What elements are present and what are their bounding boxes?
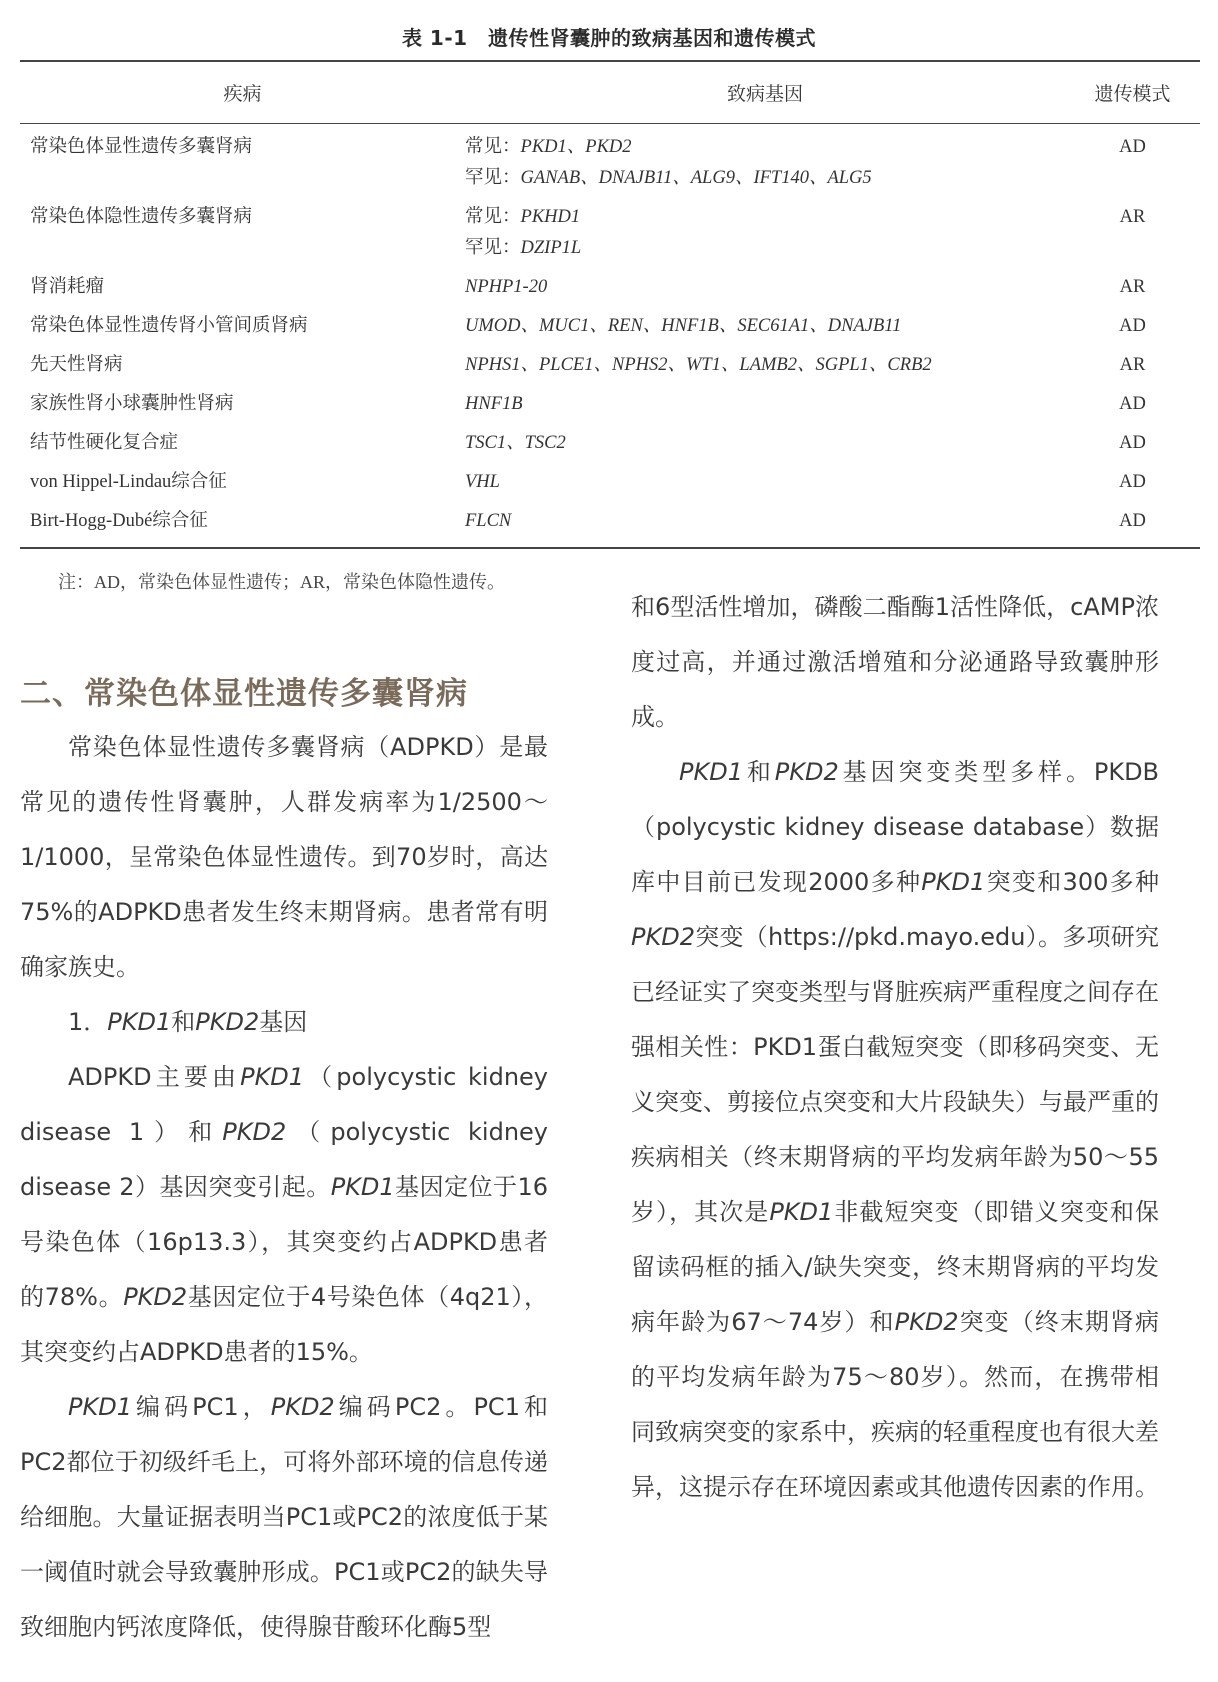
- paragraph-genes: [20, 1050, 548, 1380]
- sub-and: 和: [171, 1008, 196, 1036]
- text: （polycystic kidney disease 1）和: [20, 1063, 549, 1146]
- genes-line: [465, 389, 1065, 420]
- cell-disease: von Hippel-Lindau综合征: [30, 471, 227, 492]
- text: 基因突变类型多样。PKDB（polycystic kidney disease database）数据库中目前已发现2000多种: [631, 758, 1160, 896]
- cell-mode: AD: [1119, 315, 1146, 336]
- genes-line: [465, 163, 1065, 194]
- genes-line: [465, 132, 1065, 163]
- header-disease: 疾病: [223, 83, 262, 105]
- table-header-row: [20, 61, 1200, 123]
- genes-line: [465, 311, 1065, 342]
- table-row: [20, 463, 1200, 502]
- genes-prefix: 常见：: [465, 136, 521, 157]
- cell-mode: AR: [1119, 354, 1146, 375]
- gene: PKD2: [270, 1393, 335, 1421]
- genes-line: [465, 467, 1065, 498]
- genes-line: [465, 428, 1065, 459]
- table-row: [20, 346, 1200, 385]
- genes-line: [465, 350, 1065, 381]
- header-mode: 遗传模式: [1094, 83, 1171, 105]
- genes-list: PKHD1: [520, 206, 581, 227]
- cell-genes: [465, 307, 1065, 346]
- cell-mode: AD: [1119, 432, 1146, 453]
- genes-list: GANAB、DNAJB11、ALG9、IFT140、ALG5: [520, 167, 872, 188]
- table-row: [20, 307, 1200, 346]
- right-column: [631, 580, 1159, 1515]
- genes-line: [465, 233, 1065, 264]
- gene-pkd2: PKD2: [195, 1008, 260, 1036]
- genes-prefix: 罕见：: [465, 237, 521, 258]
- genes-line: [465, 272, 1065, 303]
- cell-disease: 家族性肾小球囊肿性肾病: [30, 393, 234, 414]
- genes-prefix: 常见：: [465, 206, 521, 227]
- table-row: [20, 424, 1200, 463]
- text: 编码PC1，: [131, 1393, 271, 1421]
- text: 编码PC2。PC1和PC2都位于初级纤毛上，可将外部环境的信息传递给细胞。大量证据表明当PC1或PC2的浓度低于某一阈值时就会导致囊肿形成。PC1或PC2的缺失导致细胞内钙浓度降低，使得腺苷酸环化酶5型: [20, 1393, 549, 1641]
- table-row: [20, 123, 1200, 198]
- genes-list: FLCN: [465, 510, 512, 531]
- text: ADPKD主要由: [68, 1063, 241, 1091]
- cell-disease: 常染色体隐性遗传多囊肾病: [30, 206, 253, 227]
- gene: PKD1: [330, 1173, 395, 1201]
- text: 基因定位于16号染色体（16p13.3），其突变约占ADPKD患者的78%。: [20, 1173, 548, 1311]
- gene-table: [20, 60, 1200, 549]
- cell-genes: [465, 424, 1065, 463]
- cell-mode: AR: [1119, 276, 1146, 297]
- gene: PKD1: [240, 1063, 305, 1091]
- sub-tail: 基因: [259, 1008, 308, 1036]
- table-row: [20, 198, 1200, 268]
- cell-mode: AD: [1119, 393, 1146, 414]
- text: 和: [742, 758, 775, 786]
- header-genes: 致病基因: [726, 83, 803, 105]
- cell-disease: 常染色体显性遗传肾小管间质肾病: [30, 315, 308, 336]
- text: 突变和300多种: [985, 868, 1160, 896]
- cell-genes: [465, 502, 1065, 548]
- cell-genes: [465, 123, 1065, 198]
- gene-pkd1: PKD1: [107, 1008, 172, 1036]
- table-caption: 表 1-1 遗传性肾囊肿的致病基因和遗传模式: [401, 26, 817, 50]
- cell-genes: [465, 198, 1065, 268]
- gene: PKD2: [894, 1308, 959, 1336]
- cell-genes: [465, 346, 1065, 385]
- paragraph-intro: 常染色体显性遗传多囊肾病（ADPKD）是最常见的遗传性肾囊肿，人群发病率为1/2500～1/1000，呈常染色体显性遗传。到70岁时，高达75%的ADPKD患者发生终末期肾病。患者常有明确家族史。: [20, 733, 548, 981]
- genes-list: TSC1、TSC2: [465, 432, 566, 453]
- cell-genes: [465, 268, 1065, 307]
- paragraph-pc: [20, 1380, 548, 1655]
- cell-disease: 先天性肾病: [30, 354, 123, 375]
- cell-genes: [465, 463, 1065, 502]
- genes-list: NPHS1、PLCE1、NPHS2、WT1、LAMB2、SGPL1、CRB2: [465, 354, 932, 375]
- text: 基因定位于4号染色体（4q21），其突变约占ADPKD患者的15%。: [20, 1283, 549, 1366]
- subheading-genes: [20, 995, 548, 1050]
- genes-prefix: 罕见：: [465, 167, 521, 188]
- genes-list: NPHP1-20: [465, 276, 548, 297]
- genes-line: [465, 202, 1065, 233]
- gene: PKD2: [631, 923, 695, 951]
- paragraph-mutations: [631, 745, 1159, 1515]
- sub-num: 1．: [68, 1008, 108, 1036]
- gene: PKD2: [222, 1118, 287, 1146]
- left-column: [20, 720, 548, 1655]
- cell-disease: 结节性硬化复合症: [30, 432, 179, 453]
- gene: PKD1: [68, 1393, 132, 1421]
- cell-mode: AD: [1119, 136, 1146, 157]
- gene: PKD1: [769, 1198, 834, 1226]
- genes-list: PKD1、PKD2: [520, 136, 632, 157]
- cell-mode: AR: [1119, 206, 1146, 227]
- cell-mode: AD: [1119, 471, 1146, 492]
- gene: PKD1: [679, 758, 743, 786]
- cell-disease: 常染色体显性遗传多囊肾病: [30, 136, 253, 157]
- section-heading: 二、常染色体显性遗传多囊肾病: [20, 676, 468, 712]
- cell-disease: 肾消耗瘤: [30, 276, 105, 297]
- text: （polycystic kidney disease 2）基因突变引起。: [20, 1118, 548, 1201]
- genes-list: VHL: [465, 471, 500, 492]
- cell-genes: [465, 385, 1065, 424]
- genes-list: DZIP1L: [520, 237, 582, 258]
- table-row: [20, 502, 1200, 548]
- text: 突变（https://pkd.mayo.edu）。多项研究已经证实了突变类型与肾脏疾病严重程度之间存在强相关性：PKD1蛋白截短突变（即移码突变、无义突变、剪接位点突变和大片段缺失）与最严重的疾病相关（终末期肾病的平均发病年龄为50～55岁），其次是: [631, 923, 1159, 1226]
- gene: PKD2: [123, 1283, 188, 1311]
- text: 非截短突变（即错义突变和保留读码框的插入/缺失突变，终末期肾病的平均发病年龄为67～74岁）和: [631, 1198, 1160, 1336]
- genes-list: HNF1B: [465, 393, 523, 414]
- paragraph-continued: 和6型活性增加，磷酸二酯酶1活性降低，cAMP浓度过高，并通过激活增殖和分泌通路导致囊肿形成。: [631, 593, 1159, 731]
- cell-disease: Birt-Hogg-Dubé综合征: [30, 510, 208, 531]
- table-row: [20, 385, 1200, 424]
- text: 突变（终末期肾病的平均发病年龄为75～80岁）。然而，在携带相同致病突变的家系中，疾病的轻重程度也有很大差异，这提示存在环境因素或其他遗传因素的作用。: [631, 1308, 1160, 1501]
- cell-mode: AD: [1119, 510, 1146, 531]
- table-note: 注：AD，常染色体显性遗传；AR，常染色体隐性遗传。: [58, 572, 506, 592]
- gene: PKD1: [921, 868, 986, 896]
- genes-line: [465, 506, 1065, 537]
- genes-list: UMOD、MUC1、REN、HNF1B、SEC61A1、DNAJB11: [465, 315, 902, 336]
- gene: PKD2: [774, 758, 839, 786]
- table-row: [20, 268, 1200, 307]
